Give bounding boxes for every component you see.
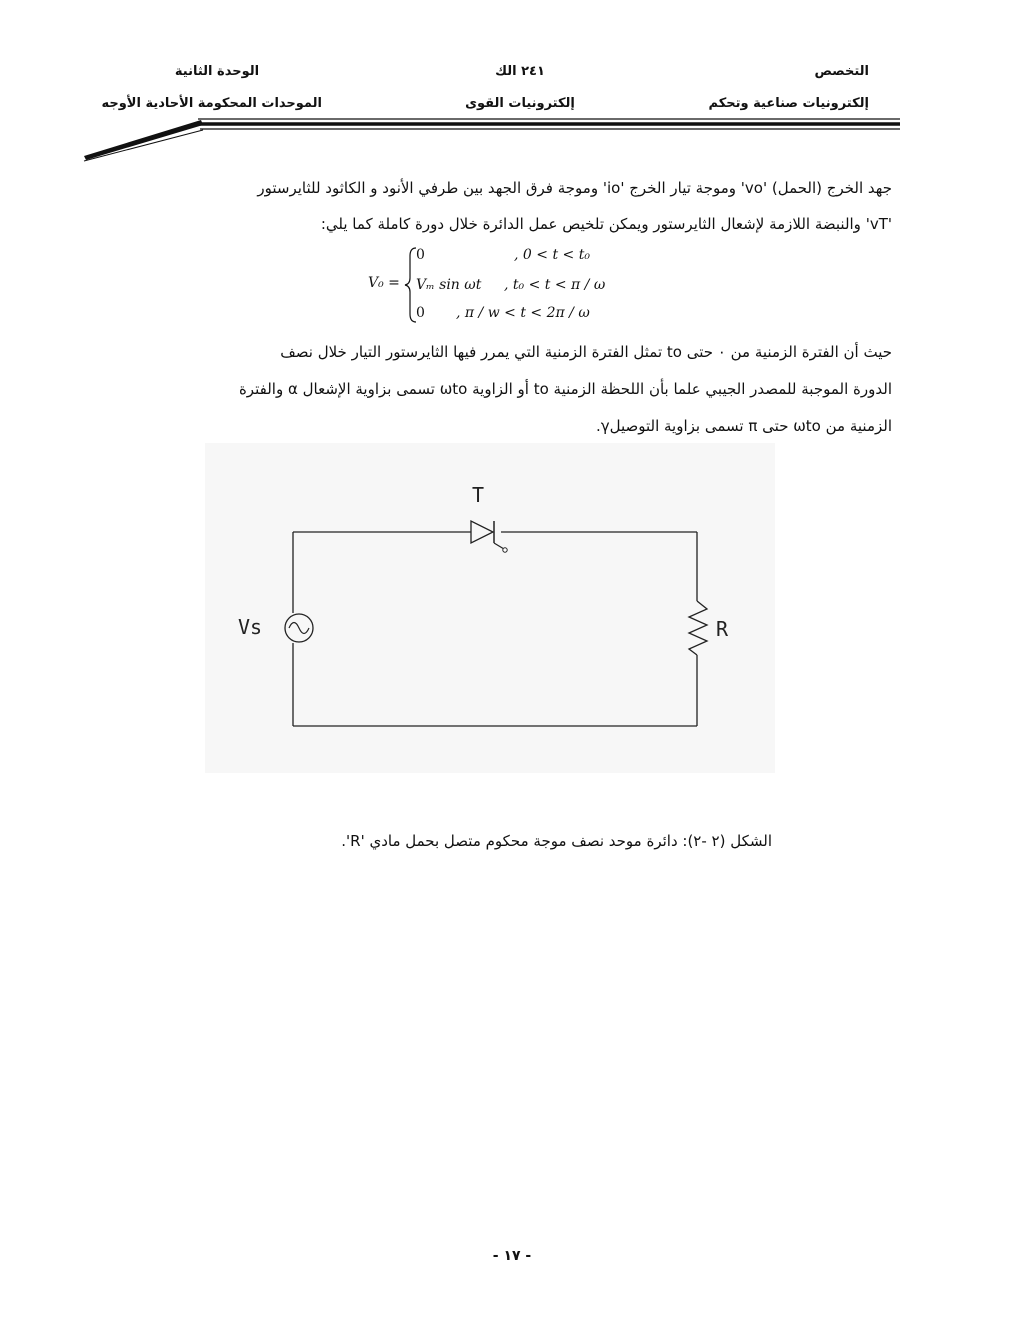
header-specialty-value: إلكترونيات صناعية وتحكم xyxy=(708,96,869,111)
resistor-symbol xyxy=(689,601,707,655)
resistor-label: R xyxy=(716,617,729,641)
paragraph-2-line-1: حيث أن الفترة الزمنية من ٠ حتى to تمثل الفترة الزمنية التي يمرر فيها الثايرستور التيار خلال نصف xyxy=(280,343,892,361)
header-specialty-label: التخصص xyxy=(814,64,869,79)
source-label: Vs xyxy=(238,615,263,639)
paragraph-1-line-1: جهد الخرج (الحمل) 'vo' وموجة تيار الخرج 'io' وموجة فرق الجهد بين طرفي الأنود و الكاثود للثايرستور xyxy=(257,179,892,197)
figure-caption: الشكل (٢ -٢): دائرة موحد نصف موجة محكوم متصل بحمل مادي 'R'. xyxy=(341,832,772,850)
equation-case-3-value: 0 xyxy=(416,305,425,321)
circuit-diagram xyxy=(205,443,775,773)
ac-source-symbol xyxy=(285,614,313,642)
equation-case-1-condition: , 0 < t < t₀ xyxy=(514,247,590,263)
equation-case-1-value: 0 xyxy=(416,247,425,263)
page-number: - ١٧ - xyxy=(492,1248,532,1264)
header-course-code: ٢٤١ الك xyxy=(495,64,545,79)
equation-case-2-condition: , t₀ < t < π / ω xyxy=(504,277,606,293)
header-unit-label: الوحدة الثانية xyxy=(174,64,260,79)
header-course-title: إلكترونيات القوى xyxy=(465,96,575,111)
thyristor-label: T xyxy=(472,483,485,507)
equation-case-2-value: Vₘ sin ωt xyxy=(416,277,482,293)
equation-case-3-condition: , π / w < t < 2π / ω xyxy=(456,305,590,321)
equation-lhs: V₀ = xyxy=(368,275,400,291)
paragraph-2-line-2: الدورة الموجبة للمصدر الجيبي علما بأن اللحظة الزمنية to أو الزاوية ωto تسمى بزاوية الإشعال α والفترة xyxy=(238,380,892,398)
paragraph-2-line-3: الزمنية من ωto حتى π تسمى بزاوية التوصيلγ. xyxy=(595,417,892,435)
thyristor-symbol xyxy=(471,521,507,552)
paragraph-1-line-2: 'vT' والنبضة اللازمة لإشعال الثايرستور ويمكن تلخيص عمل الدائرة خلال دورة كاملة كما يلي: xyxy=(320,215,892,233)
header-rule xyxy=(0,0,1024,170)
header-unit-title: الموحدات المحكومة الأحادية الأوجه xyxy=(101,96,322,111)
